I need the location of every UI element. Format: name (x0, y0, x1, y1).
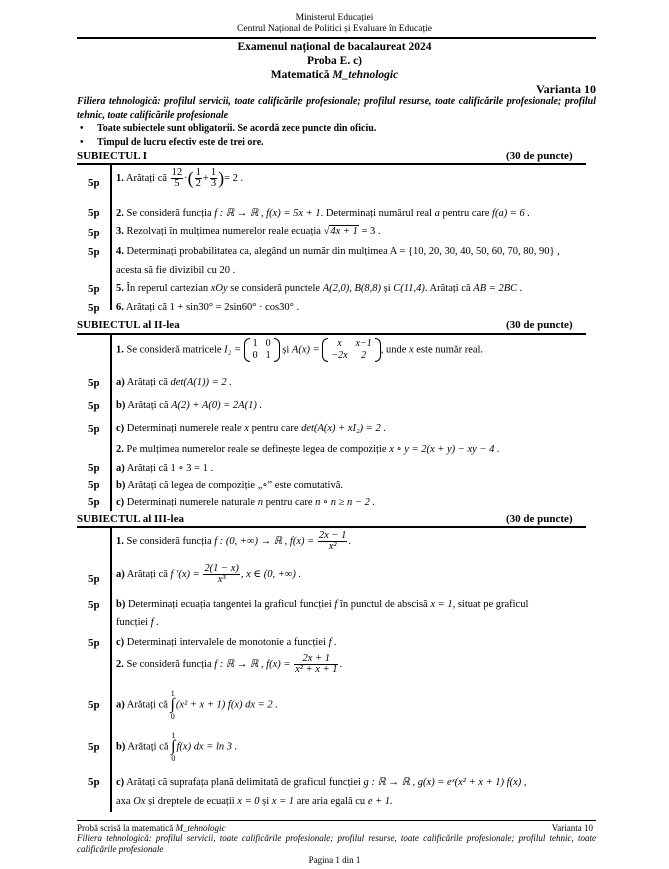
instruction-1 (80, 122, 376, 135)
q-num: a) (116, 568, 125, 580)
q-text: , situat pe graficul (452, 599, 529, 610)
question-III-1 (116, 531, 351, 552)
q-text: acesta să fie divizibil cu (116, 265, 217, 276)
q-math: x ∘ y = 2(x + y) − xy − 4 . (389, 444, 500, 455)
q-num: 1. (116, 535, 124, 547)
q-num: a) (116, 463, 125, 474)
q-text: și dreptele de ecuații (148, 796, 235, 807)
question-III-2 (116, 654, 342, 675)
q-num: a) (116, 377, 125, 388)
question-II-1b (116, 400, 262, 411)
points-label: 5p (88, 637, 100, 649)
section-points-1: (30 de puncte) (506, 150, 573, 162)
q-math: Ox (133, 796, 146, 807)
points-label: 5p (88, 462, 100, 474)
q-text: funcției (116, 617, 149, 628)
q-math: f . (328, 637, 337, 648)
matrix-cell: x (337, 338, 342, 349)
q-text: Arătați că (125, 172, 168, 184)
q-text: Arătați că (127, 741, 169, 753)
denominator: x² (328, 541, 337, 552)
bullet-icon: • (80, 123, 84, 134)
points-column-line-1 (110, 164, 112, 310)
question-III-1c (116, 637, 337, 648)
bullet-icon: • (80, 137, 84, 148)
q-math: det(A(x) + xI₂) = 2 . (301, 423, 387, 434)
q-math: f ′(x) = (170, 568, 200, 580)
q-text: Determinați ecuația tangentei la graficul funcției (127, 599, 332, 610)
matrix-cell: 0 (252, 350, 258, 361)
subject-italic: M_tehnologic (332, 69, 399, 81)
q-math: a (434, 208, 440, 219)
question-I-1: 1. Arătați că $\frac{12}{5}$ ·( $\frac{1}{2}$ + $\frac{1}{3}$ )= 2 . (116, 167, 244, 189)
q-text: în punctul de abscisă (339, 599, 428, 610)
ministry-name: Ministerul Educației (295, 13, 374, 23)
question-I-6 (116, 302, 299, 313)
section-divider-3 (77, 526, 586, 528)
q-math: . (339, 658, 343, 670)
q-text: Arătați că (125, 302, 168, 313)
q-text: . Arătați că (424, 283, 471, 294)
numerator: 12 (171, 167, 183, 178)
q-text: Se consideră funcția (126, 658, 212, 670)
q-text: și (262, 796, 270, 807)
q-text: Rezolvați în mulțimea numerelor reale ecuația (126, 226, 321, 237)
points-label: 5p (88, 496, 100, 508)
q-num: 2. (116, 208, 124, 219)
denominator: 3 (210, 178, 217, 189)
matrix-A (322, 338, 380, 362)
q-math: A(2) + A(0) = 2A(1) . (171, 400, 263, 411)
q-math: f(a) = 6 . (492, 208, 531, 219)
q-text: Arătați că (126, 568, 168, 580)
q-text: și (383, 283, 391, 294)
q-math: 1 ∘ 3 = 1 . (170, 463, 214, 474)
question-I-5 (116, 283, 522, 294)
q-text: Arătați că (126, 699, 168, 711)
sqrt-expr: 4x + 1 (330, 226, 358, 237)
q-text: Determinați numerele naturale (126, 497, 256, 508)
q-math: det(A(1)) = 2 . (170, 377, 232, 388)
q-math: f : (0, +∞) → ℝ , f(x) = (214, 535, 315, 547)
q-num: a) (116, 699, 125, 711)
q-text: pentru care (265, 497, 313, 508)
q-num: c) (116, 777, 125, 788)
numerator: 1 (210, 167, 217, 178)
points-label: 5p (88, 207, 100, 219)
subject-prefix: Matematică (270, 69, 333, 81)
points-label: 5p (88, 699, 100, 711)
q-math: x = 1 (271, 796, 295, 807)
q-math: C(11,4) (393, 283, 425, 294)
question-II-2a (116, 462, 213, 474)
fraction (318, 531, 348, 552)
q-math: AB = 2BC . (473, 283, 523, 294)
q-math: = 3 . (361, 226, 381, 237)
numerator: 1 (195, 167, 201, 178)
q-math: n ∘ n ≥ n − 2 . (315, 497, 376, 508)
points-label: 5p (88, 302, 100, 314)
q-text: Arătați că suprafața plană delimitată de graficul funcției (126, 777, 361, 788)
section-divider-2 (77, 333, 586, 335)
fraction (294, 654, 338, 675)
points-label: 5p (88, 177, 100, 189)
numerator: 2x − 1 (318, 530, 347, 541)
question-I-4-cont (116, 265, 235, 276)
instruction-text: Timpul de lucru efectiv este de trei ore. (97, 137, 264, 148)
upper-limit: 1 (170, 689, 175, 698)
center-name: Centrul Național de Politici și Evaluare în Educație (237, 24, 432, 34)
q-math: 1 + sin30° = 2sin60° · cos30° . (169, 302, 300, 313)
header-divider (77, 37, 596, 39)
section-title-2: SUBIECTUL al II-lea (77, 319, 180, 331)
question-III-1a (116, 564, 301, 585)
fraction (171, 168, 184, 189)
section-points-3: (30 de puncte) (506, 513, 573, 525)
section-points-2: (30 de puncte) (506, 319, 573, 331)
footer-prefix: Probă scrisă la matematică (77, 823, 176, 833)
q-text: Arătați că (126, 377, 168, 388)
q-math: x = 1 (430, 599, 453, 610)
q-math: f : ℝ → ℝ , f(x) = (214, 658, 291, 670)
matrix-I2 (244, 338, 280, 362)
subject-title (0, 69, 669, 82)
question-II-1c (116, 423, 386, 434)
q-text: Arătați că (126, 463, 168, 474)
lower-limit: 0 (171, 754, 176, 763)
q-num: c) (116, 497, 125, 508)
q-math: f : ℝ → ℝ , f(x) = 5x + 1 (214, 208, 321, 219)
matrix-cell: 2 (361, 350, 367, 361)
upper-limit: 1 (171, 731, 176, 740)
q-text: și (282, 344, 290, 356)
question-III-2a (116, 689, 278, 721)
q-num: c) (116, 423, 125, 434)
points-label: 5p (88, 423, 100, 435)
section-title-1: SUBIECTUL I (77, 150, 148, 162)
points-label: 5p (88, 776, 100, 788)
q-num: 6. (116, 302, 124, 313)
proba-label: Proba E. c) (306, 55, 363, 67)
q-math: f(x) dx = ln 3 . (176, 741, 238, 753)
denominator: x² + x + 1 (295, 664, 338, 675)
variant-label: Varianta 10 (536, 82, 596, 96)
q-text: . Determinați numărul real (320, 208, 432, 219)
q-num: 1. (116, 172, 124, 184)
q-num: b) (116, 599, 126, 610)
q-text: Arătați că legea de compoziție „∘” este comutativă. (127, 480, 344, 491)
q-num: c) (116, 637, 125, 648)
fraction (203, 564, 240, 585)
points-label: 5p (88, 741, 100, 753)
instruction-2 (80, 136, 264, 149)
q-math: A(2,0), B(8,8) (322, 283, 382, 294)
q-text: pentru care (442, 208, 490, 219)
q-math: f . (150, 617, 159, 628)
question-III-2b (116, 731, 237, 763)
points-label: 5p (88, 283, 100, 295)
q-num: 2. (116, 658, 124, 670)
footer-italic: M_tehnologic (175, 823, 226, 833)
q-text: se consideră punctele (230, 283, 321, 294)
points-column-line-3 (110, 527, 112, 812)
q-num: b) (116, 741, 126, 753)
q-num: 4. (116, 246, 124, 257)
matrix-cell: −2x (331, 350, 348, 361)
q-math: xOy (210, 283, 228, 294)
q-text: Arătați că (127, 400, 169, 411)
q-math: = 2 . (224, 172, 244, 184)
q-text: Determinați numerele reale (126, 423, 242, 434)
question-III-2c (116, 776, 526, 788)
q-text: axa (116, 796, 131, 807)
q-text: , unde (380, 344, 407, 356)
integral-sign: 1 ∫ 0 (171, 731, 176, 763)
points-label: 5p (88, 227, 100, 239)
integral-sign: 1 ∫ 0 (170, 689, 175, 721)
q-text: Pe mulțimea numerelor reale se definește legea de compoziție (126, 444, 387, 455)
q-text: Determinați intervalele de monotonie a funcției (126, 637, 326, 648)
q-math: (x² + x + 1) f(x) dx = 2 . (175, 699, 278, 711)
matrix-cell: 1 (252, 338, 258, 349)
section-divider-1 (77, 163, 586, 165)
denominator: 5 (174, 178, 180, 189)
points-column-line-2 (110, 334, 112, 511)
question-II-2 (116, 443, 500, 455)
q-math: e + 1. (367, 796, 393, 807)
q-math: I₂ = (224, 344, 242, 356)
q-math: n (257, 497, 263, 508)
matrix-cell: x−1 (355, 338, 372, 349)
footer-divider (77, 820, 596, 821)
q-math: A(x) = (291, 344, 320, 356)
numerator: 2(1 − x) (204, 563, 239, 574)
q-math: f (334, 599, 338, 610)
exam-title: Examenul național de bacalaureat 2024 (237, 41, 432, 53)
q-num: 5. (116, 283, 124, 294)
fraction (210, 168, 217, 189)
points-label: 5p (88, 246, 100, 258)
q-text: Se consideră funcția (126, 208, 212, 219)
q-math: , x ∈ (0, +∞) . (240, 568, 302, 580)
q-text: Se consideră funcția (126, 535, 212, 547)
lower-limit: 0 (170, 712, 175, 721)
q-num: 2. (116, 444, 124, 455)
q-text: are aria egală cu (296, 796, 366, 807)
q-text: este număr real. (416, 344, 484, 356)
q-math: . (348, 535, 351, 547)
footer-filiera: Filiera tehnologică: profilul servicii, toate calificările profesionale; profilul resurse, toate calificările profesionale; profilul tehnic, toate calificările profesionale (77, 833, 596, 854)
points-label: 5p (88, 377, 100, 389)
filiera-text: Filiera tehnologică: profilul servicii, toate calificările profesionale; profilul resurse, toate calificările profesionale; profilul tehnic, toate calificările profesionale (77, 96, 596, 121)
matrix-cell: 0 (265, 338, 271, 349)
question-III-1b-cont (116, 617, 159, 628)
question-II-2b (116, 479, 343, 491)
q-num: b) (116, 400, 126, 411)
q-math: 20 . (219, 265, 236, 276)
question-II-1a (116, 377, 232, 388)
footer-variant: Varianta 10 (551, 823, 593, 833)
q-num: 1. (116, 344, 124, 356)
q-num: 3. (116, 226, 124, 237)
q-text: Determinați probabilitatea ca, alegând un număr din mulțimea (126, 246, 388, 257)
q-num: b) (116, 480, 126, 491)
q-math: A = {10, 20, 30, 40, 50, 60, 70, 80, 90} , (389, 246, 560, 257)
q-text: Se consideră matricele (126, 344, 222, 356)
fraction (195, 168, 202, 189)
question-II-1 (116, 338, 483, 362)
q-math: x = 0 (237, 796, 260, 807)
instruction-text: Toate subiectele sunt obligatorii. Se acordă zece puncte din oficiu. (97, 123, 377, 134)
question-I-2 (116, 207, 530, 219)
q-text: În reperul cartezian (126, 283, 209, 294)
numerator: 2x + 1 (294, 654, 338, 665)
q-math: x (244, 423, 249, 434)
question-III-1b (116, 599, 528, 610)
q-math: x (409, 344, 414, 356)
matrix-cell: 1 (265, 350, 271, 361)
q-text: pentru care (251, 423, 299, 434)
denominator: 2 (195, 178, 201, 189)
question-I-4 (116, 246, 560, 257)
q-math: g : ℝ → ℝ , g(x) = eˣ(x² + x + 1) f(x) , (363, 777, 527, 788)
points-label: 5p (88, 479, 100, 491)
question-III-2c-cont (116, 796, 393, 807)
points-label: 5p (88, 573, 100, 585)
denominator: x³ (217, 574, 226, 585)
points-label: 5p (88, 400, 100, 412)
question-I-3: 3. Rezolvați în mulțimea numerelor reale ecuația √4x + 1 = 3 . (116, 226, 381, 237)
page-number: Pagina 1 din 1 (308, 855, 361, 865)
section-title-3: SUBIECTUL al III-lea (77, 513, 184, 525)
points-label: 5p (88, 599, 100, 611)
question-II-2c (116, 496, 375, 508)
